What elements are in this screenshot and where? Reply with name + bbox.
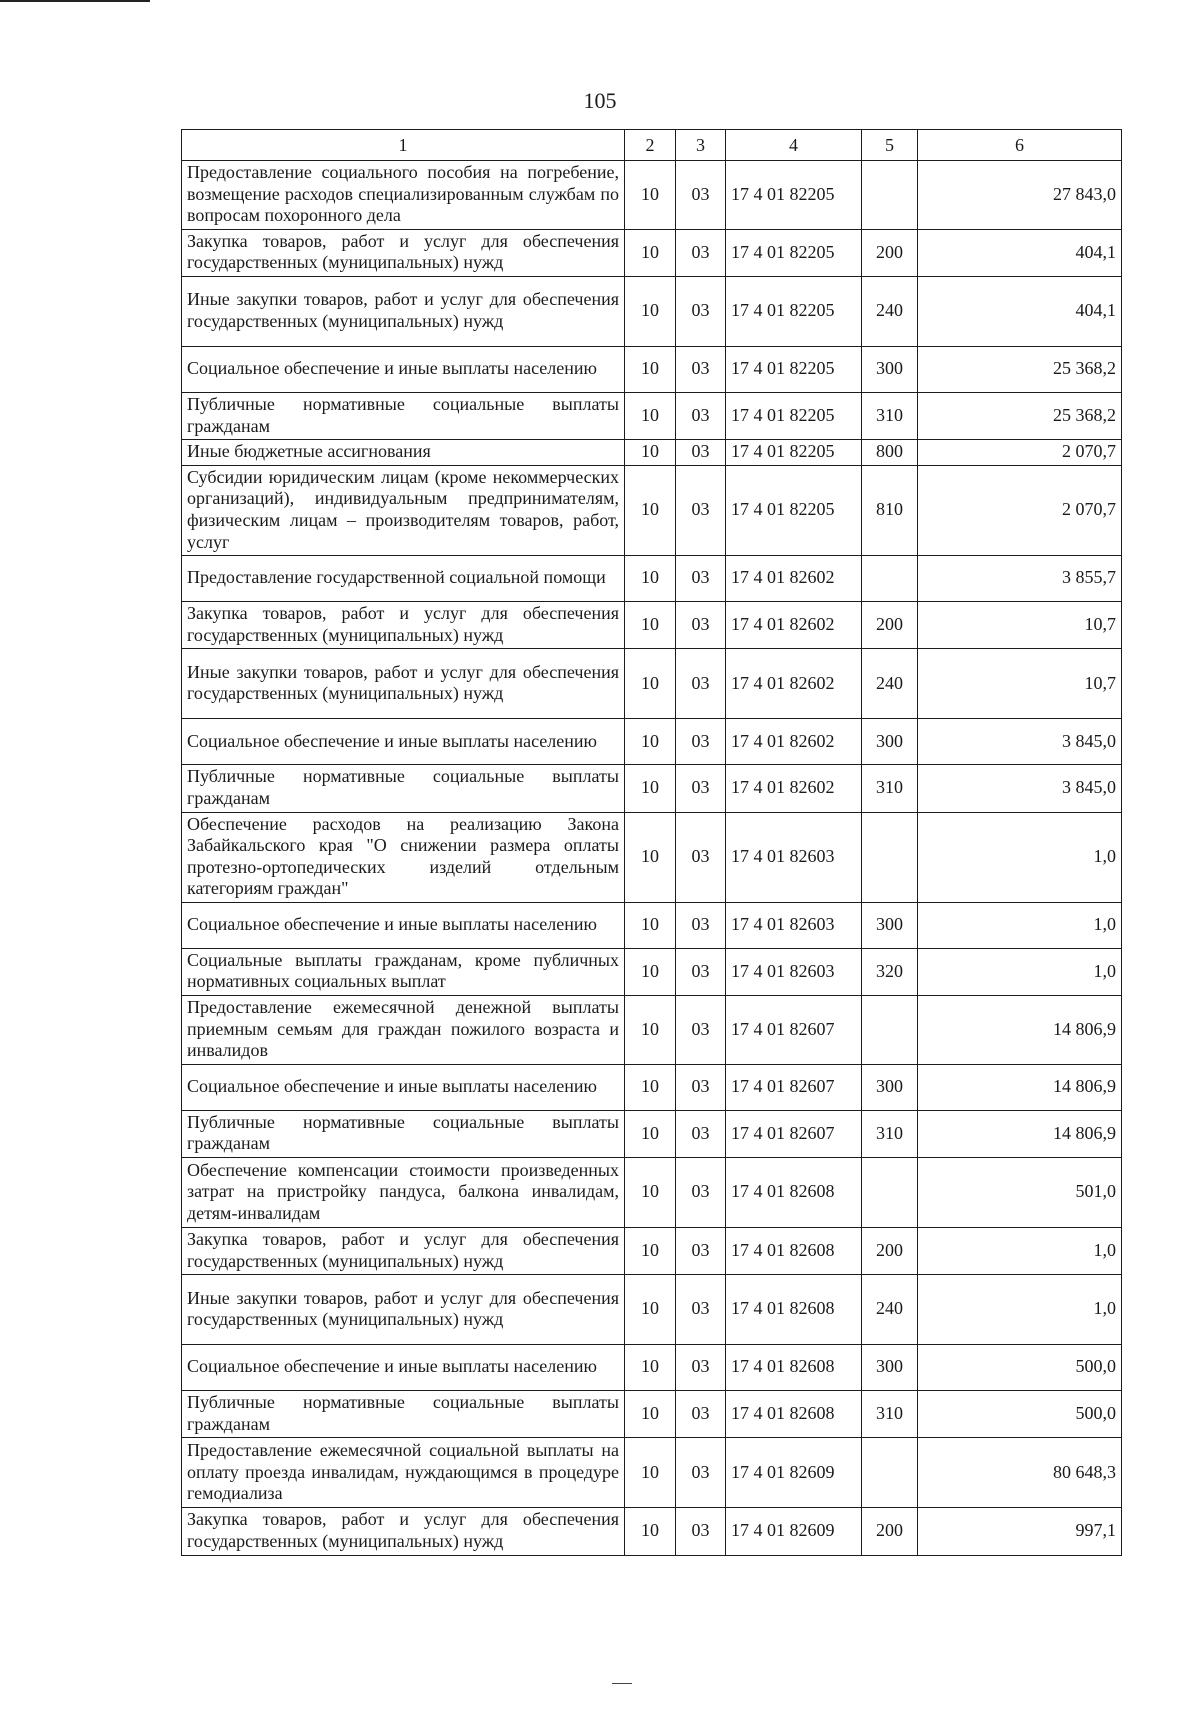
row-description: Публичные нормативные социальные выплаты гражданам <box>182 392 625 439</box>
table-row <box>182 346 1122 392</box>
row-description: Предоставление ежемесячной социальной выплаты на оплату проезда инвалидам, нуждающимся в процедуре гемодиализа <box>182 1438 625 1508</box>
row-amount: 14 806,9 <box>918 1064 1122 1110</box>
row-amount: 501,0 <box>918 1158 1122 1228</box>
table-row <box>182 996 1122 1065</box>
table-row <box>182 1391 1122 1438</box>
row-amount: 80 648,3 <box>918 1438 1122 1508</box>
row-description: Закупка товаров, работ и услуг для обеспечения государственных (муниципальных) нужд <box>182 1228 625 1275</box>
row-subsection: 03 <box>676 1345 726 1391</box>
table-row <box>182 902 1122 948</box>
row-target-article: 17 4 01 82602 <box>726 556 862 602</box>
row-amount: 25 368,2 <box>918 346 1122 392</box>
row-expense-type: 310 <box>862 1391 918 1438</box>
row-section: 10 <box>625 1110 676 1157</box>
row-expense-type <box>862 556 918 602</box>
row-section: 10 <box>625 812 676 902</box>
column-header-subsection: 3 <box>676 130 726 161</box>
row-target-article: 17 4 01 82205 <box>726 161 862 230</box>
row-subsection: 03 <box>676 765 726 812</box>
row-description: Иные закупки товаров, работ и услуг для обеспечения государственных (муниципальных) нужд <box>182 1275 625 1345</box>
row-description: Закупка товаров, работ и услуг для обеспечения государственных (муниципальных) нужд <box>182 229 625 276</box>
row-amount: 3 845,0 <box>918 719 1122 765</box>
row-amount: 500,0 <box>918 1345 1122 1391</box>
row-section: 10 <box>625 392 676 439</box>
row-description: Иные бюджетные ассигнования <box>182 440 625 466</box>
table-row <box>182 229 1122 276</box>
row-subsection: 03 <box>676 996 726 1065</box>
row-description: Социальные выплаты гражданам, кроме публичных нормативных социальных выплат <box>182 948 625 995</box>
row-target-article: 17 4 01 82607 <box>726 1110 862 1157</box>
row-description: Социальное обеспечение и иные выплаты населению <box>182 1345 625 1391</box>
row-section: 10 <box>625 1345 676 1391</box>
row-subsection: 03 <box>676 556 726 602</box>
row-description: Предоставление ежемесячной денежной выплаты приемным семьям для граждан пожилого возраста и инвалидов <box>182 996 625 1065</box>
row-section: 10 <box>625 1228 676 1275</box>
row-subsection: 03 <box>676 948 726 995</box>
row-description: Публичные нормативные социальные выплаты гражданам <box>182 1110 625 1157</box>
row-expense-type: 240 <box>862 1275 918 1345</box>
table-row <box>182 392 1122 439</box>
row-subsection: 03 <box>676 649 726 719</box>
row-subsection: 03 <box>676 1228 726 1275</box>
row-target-article: 17 4 01 82603 <box>726 902 862 948</box>
row-target-article: 17 4 01 82602 <box>726 765 862 812</box>
row-amount: 1,0 <box>918 902 1122 948</box>
row-target-article: 17 4 01 82608 <box>726 1228 862 1275</box>
row-subsection: 03 <box>676 1064 726 1110</box>
table-row <box>182 602 1122 649</box>
row-target-article: 17 4 01 82608 <box>726 1158 862 1228</box>
row-subsection: 03 <box>676 1275 726 1345</box>
row-amount: 3 855,7 <box>918 556 1122 602</box>
row-subsection: 03 <box>676 1438 726 1508</box>
row-section: 10 <box>625 765 676 812</box>
table-row <box>182 276 1122 346</box>
row-description: Публичные нормативные социальные выплаты гражданам <box>182 1391 625 1438</box>
row-description: Обеспечение компенсации стоимости произведенных затрат на пристройку пандуса, балкона инвалидам, детям-инвалидам <box>182 1158 625 1228</box>
row-section: 10 <box>625 161 676 230</box>
header-row <box>182 130 1122 161</box>
row-target-article: 17 4 01 82608 <box>726 1275 862 1345</box>
row-target-article: 17 4 01 82608 <box>726 1345 862 1391</box>
row-subsection: 03 <box>676 229 726 276</box>
top-edge-line <box>0 0 150 2</box>
bottom-dash-mark <box>612 1683 632 1684</box>
row-amount: 1,0 <box>918 948 1122 995</box>
row-section: 10 <box>625 902 676 948</box>
row-amount: 1,0 <box>918 1275 1122 1345</box>
row-subsection: 03 <box>676 1391 726 1438</box>
row-description: Социальное обеспечение и иные выплаты населению <box>182 1064 625 1110</box>
budget-table <box>181 129 1122 1556</box>
row-expense-type: 200 <box>862 1508 918 1555</box>
table-row <box>182 556 1122 602</box>
table-row <box>182 1275 1122 1345</box>
row-description: Социальное обеспечение и иные выплаты населению <box>182 902 625 948</box>
row-subsection: 03 <box>676 1110 726 1157</box>
row-section: 10 <box>625 602 676 649</box>
row-subsection: 03 <box>676 465 726 555</box>
row-description: Публичные нормативные социальные выплаты гражданам <box>182 765 625 812</box>
table-row <box>182 948 1122 995</box>
table-row <box>182 161 1122 230</box>
row-subsection: 03 <box>676 812 726 902</box>
row-section: 10 <box>625 948 676 995</box>
row-target-article: 17 4 01 82602 <box>726 602 862 649</box>
row-subsection: 03 <box>676 902 726 948</box>
row-description: Предоставление социального пособия на погребение, возмещение расходов специализированным службам по вопросам похоронного дела <box>182 161 625 230</box>
row-section: 10 <box>625 440 676 466</box>
row-subsection: 03 <box>676 1508 726 1555</box>
table-row <box>182 1345 1122 1391</box>
row-description: Социальное обеспечение и иные выплаты населению <box>182 719 625 765</box>
row-subsection: 03 <box>676 276 726 346</box>
table-row <box>182 649 1122 719</box>
row-target-article: 17 4 01 82205 <box>726 346 862 392</box>
row-target-article: 17 4 01 82603 <box>726 948 862 995</box>
row-expense-type: 300 <box>862 1064 918 1110</box>
row-expense-type: 300 <box>862 719 918 765</box>
row-section: 10 <box>625 556 676 602</box>
row-target-article: 17 4 01 82602 <box>726 649 862 719</box>
row-amount: 2 070,7 <box>918 440 1122 466</box>
row-section: 10 <box>625 1158 676 1228</box>
row-section: 10 <box>625 276 676 346</box>
row-target-article: 17 4 01 82603 <box>726 812 862 902</box>
row-target-article: 17 4 01 82205 <box>726 276 862 346</box>
row-description: Предоставление государственной социальной помощи <box>182 556 625 602</box>
row-section: 10 <box>625 1275 676 1345</box>
row-amount: 25 368,2 <box>918 392 1122 439</box>
row-amount: 404,1 <box>918 276 1122 346</box>
row-target-article: 17 4 01 82205 <box>726 440 862 466</box>
row-expense-type: 300 <box>862 346 918 392</box>
row-section: 10 <box>625 346 676 392</box>
row-amount: 1,0 <box>918 1228 1122 1275</box>
row-expense-type: 200 <box>862 229 918 276</box>
row-section: 10 <box>625 649 676 719</box>
column-header-description: 1 <box>182 130 625 161</box>
row-subsection: 03 <box>676 719 726 765</box>
column-header-section: 2 <box>625 130 676 161</box>
row-expense-type: 240 <box>862 276 918 346</box>
row-amount: 14 806,9 <box>918 1110 1122 1157</box>
row-target-article: 17 4 01 82607 <box>726 1064 862 1110</box>
row-expense-type <box>862 161 918 230</box>
row-subsection: 03 <box>676 602 726 649</box>
table-row <box>182 719 1122 765</box>
table-row <box>182 812 1122 902</box>
table-row <box>182 1228 1122 1275</box>
row-target-article: 17 4 01 82205 <box>726 392 862 439</box>
row-subsection: 03 <box>676 440 726 466</box>
row-expense-type: 310 <box>862 765 918 812</box>
row-expense-type <box>862 1158 918 1228</box>
row-section: 10 <box>625 1508 676 1555</box>
row-amount: 10,7 <box>918 649 1122 719</box>
row-target-article: 17 4 01 82608 <box>726 1391 862 1438</box>
row-description: Иные закупки товаров, работ и услуг для обеспечения государственных (муниципальных) нужд <box>182 649 625 719</box>
row-expense-type: 320 <box>862 948 918 995</box>
row-section: 10 <box>625 719 676 765</box>
row-target-article: 17 4 01 82602 <box>726 719 862 765</box>
row-description: Субсидии юридическим лицам (кроме некоммерческих организаций), индивидуальным предпринимателям, физическим лицам – производителям товаров, работ, услуг <box>182 465 625 555</box>
row-section: 10 <box>625 996 676 1065</box>
table-body <box>182 161 1122 1556</box>
row-section: 10 <box>625 465 676 555</box>
row-expense-type: 310 <box>862 392 918 439</box>
row-expense-type: 300 <box>862 902 918 948</box>
table-row <box>182 1508 1122 1555</box>
row-amount: 3 845,0 <box>918 765 1122 812</box>
column-header-expense-type: 5 <box>862 130 918 161</box>
row-description: Закупка товаров, работ и услуг для обеспечения государственных (муниципальных) нужд <box>182 602 625 649</box>
table-row <box>182 465 1122 555</box>
column-header-target-article: 4 <box>726 130 862 161</box>
row-description: Иные закупки товаров, работ и услуг для обеспечения государственных (муниципальных) нужд <box>182 276 625 346</box>
row-amount: 2 070,7 <box>918 465 1122 555</box>
row-expense-type: 240 <box>862 649 918 719</box>
row-section: 10 <box>625 1064 676 1110</box>
row-amount: 27 843,0 <box>918 161 1122 230</box>
row-subsection: 03 <box>676 392 726 439</box>
row-amount: 10,7 <box>918 602 1122 649</box>
row-section: 10 <box>625 1391 676 1438</box>
row-description: Социальное обеспечение и иные выплаты населению <box>182 346 625 392</box>
table-row <box>182 1110 1122 1157</box>
row-amount: 1,0 <box>918 812 1122 902</box>
row-amount: 997,1 <box>918 1508 1122 1555</box>
row-amount: 14 806,9 <box>918 996 1122 1065</box>
page-number: 105 <box>583 88 617 113</box>
row-amount: 500,0 <box>918 1391 1122 1438</box>
row-expense-type <box>862 812 918 902</box>
row-expense-type: 200 <box>862 602 918 649</box>
row-target-article: 17 4 01 82607 <box>726 996 862 1065</box>
row-section: 10 <box>625 1438 676 1508</box>
table-row <box>182 1158 1122 1228</box>
table-row <box>182 440 1122 466</box>
row-expense-type: 800 <box>862 440 918 466</box>
row-expense-type: 810 <box>862 465 918 555</box>
row-description: Обеспечение расходов на реализацию Закона Забайкальского края "О снижении размера оплаты протезно-ортопедических изделий отдельным категориям граждан" <box>182 812 625 902</box>
row-expense-type <box>862 996 918 1065</box>
row-subsection: 03 <box>676 1158 726 1228</box>
table-row <box>182 1438 1122 1508</box>
table-row <box>182 765 1122 812</box>
row-target-article: 17 4 01 82205 <box>726 465 862 555</box>
column-header-amount: 6 <box>918 130 1122 161</box>
row-subsection: 03 <box>676 346 726 392</box>
table-row <box>182 1064 1122 1110</box>
row-expense-type: 300 <box>862 1345 918 1391</box>
row-target-article: 17 4 01 82609 <box>726 1438 862 1508</box>
row-subsection: 03 <box>676 161 726 230</box>
row-expense-type: 200 <box>862 1228 918 1275</box>
row-expense-type <box>862 1438 918 1508</box>
row-expense-type: 310 <box>862 1110 918 1157</box>
row-target-article: 17 4 01 82205 <box>726 229 862 276</box>
row-section: 10 <box>625 229 676 276</box>
row-amount: 404,1 <box>918 229 1122 276</box>
row-description: Закупка товаров, работ и услуг для обеспечения государственных (муниципальных) нужд <box>182 1508 625 1555</box>
row-target-article: 17 4 01 82609 <box>726 1508 862 1555</box>
